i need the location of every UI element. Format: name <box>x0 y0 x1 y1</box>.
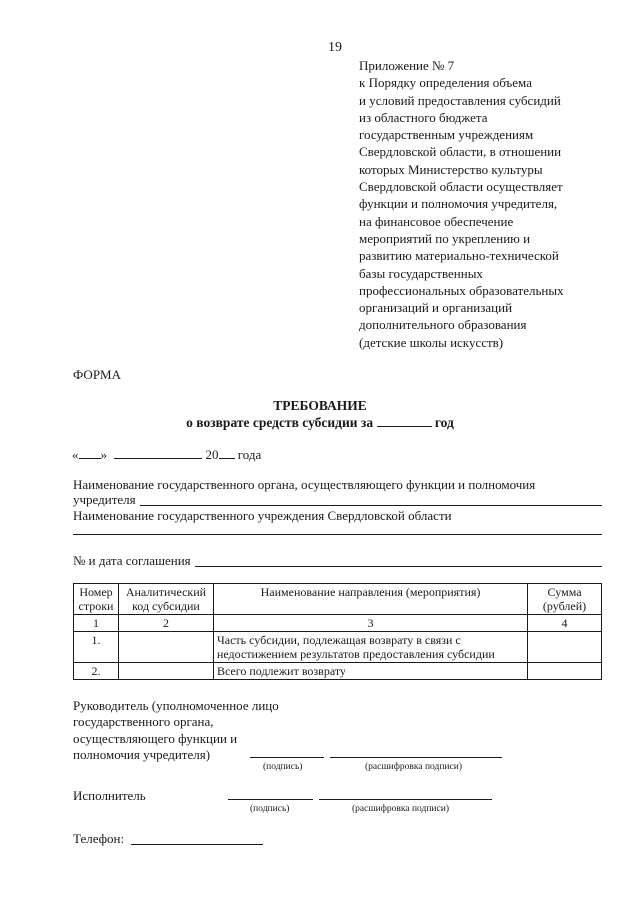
row-code-cell[interactable] <box>118 663 213 680</box>
column-number: 4 <box>528 615 602 632</box>
appendix-line: на финансовое обеспечение <box>359 213 514 229</box>
appendix-line: Приложение № 7 <box>359 58 455 73</box>
head-signature-line[interactable] <box>250 757 324 758</box>
agreement-field[interactable] <box>195 566 602 567</box>
head-signature-caption: (подпись) <box>263 762 303 772</box>
executor-label: Исполнитель <box>73 788 146 803</box>
year-prefix: 20 <box>205 447 219 462</box>
row-number: 1. <box>74 632 119 663</box>
column-number: 1 <box>74 615 119 632</box>
authority-label-cont: учредителя <box>73 492 136 507</box>
executor-signature-line[interactable] <box>228 799 313 800</box>
row-amount-cell[interactable] <box>528 632 602 663</box>
page-number: 19 <box>328 40 342 55</box>
authority-field[interactable] <box>140 505 602 506</box>
period-blank[interactable] <box>377 414 432 427</box>
appendix-line: дополнительного образования <box>359 317 527 333</box>
table-header-row <box>74 584 602 615</box>
row-number: 2. <box>74 663 119 680</box>
table-column-numbers-row <box>74 615 602 632</box>
month-blank[interactable] <box>114 446 202 459</box>
agreement-label: № и дата соглашения <box>73 553 191 568</box>
table-row <box>74 663 602 680</box>
institution-field[interactable] <box>73 534 602 535</box>
date-line <box>72 446 261 463</box>
row-name: Всего подлежит возврату <box>213 663 527 680</box>
head-decode-line[interactable] <box>330 757 502 758</box>
column-number: 3 <box>213 615 527 632</box>
appendix-line: мероприятий по укреплению и <box>359 230 531 246</box>
refund-table <box>73 583 602 680</box>
form-label: ФОРМА <box>73 367 121 382</box>
document-title: ТРЕБОВАНИЕ <box>273 398 367 413</box>
appendix-block <box>359 57 629 351</box>
phone-label: Телефон: <box>73 831 125 846</box>
appendix-line: к Порядку определения объема <box>359 75 532 91</box>
head-signatory-label: Руководитель (уполномоченное лицо государственного органа, осуществляющего функции и полномочия учредителя) <box>73 698 279 762</box>
institution-label: Наименование государственного учреждения Свердловской области <box>73 508 452 523</box>
column-number: 2 <box>118 615 213 632</box>
year-blank[interactable] <box>219 446 235 459</box>
appendix-line: базы государственных <box>359 265 483 281</box>
close-quote: » <box>100 447 107 462</box>
year-word: года <box>237 447 262 462</box>
executor-decode-caption: (расшифровка подписи) <box>352 804 449 814</box>
table-row <box>74 632 602 663</box>
appendix-line: Свердловской области, в отношении <box>359 144 562 160</box>
day-blank[interactable] <box>79 446 101 459</box>
appendix-line: функции и полномочия учредителя, <box>359 196 558 212</box>
executor-signature-caption: (подпись) <box>250 804 290 814</box>
phone-field[interactable] <box>131 844 263 845</box>
row-amount-cell[interactable] <box>528 663 602 680</box>
appendix-line: Свердловской области осуществляет <box>359 179 563 195</box>
header-analytic-code: Аналитический код субсидии <box>118 584 213 615</box>
appendix-line: организаций и организаций <box>359 300 513 316</box>
subtitle-year-word: год <box>434 415 454 430</box>
header-direction: Наименование направления (мероприятия) <box>213 584 527 615</box>
appendix-line: профессиональных образовательных <box>359 282 564 298</box>
appendix-line: (детские школы искусств) <box>359 334 504 350</box>
document-subtitle <box>0 414 640 431</box>
appendix-line: и условий предоставления субсидий <box>359 92 561 108</box>
authority-label: Наименование государственного органа, осуществляющего функции и полномочия <box>73 477 536 492</box>
subtitle-text: о возврате средств субсидии за <box>186 415 374 430</box>
appendix-line: государственным учреждениям <box>359 127 534 143</box>
header-amount: Сумма (рублей) <box>528 584 602 615</box>
appendix-line: развитию материально-технической <box>359 248 559 264</box>
appendix-line: из областного бюджета <box>359 109 488 125</box>
open-quote: « <box>72 447 79 462</box>
head-decode-caption: (расшифровка подписи) <box>365 762 462 772</box>
header-row-number: Номер строки <box>74 584 119 615</box>
appendix-line: которых Министерство культуры <box>359 161 543 177</box>
executor-decode-line[interactable] <box>319 799 492 800</box>
row-code-cell[interactable] <box>118 632 213 663</box>
row-name: Часть субсидии, подлежащая возврату в связи с недостижением результатов предоставления субсидии <box>213 632 527 663</box>
